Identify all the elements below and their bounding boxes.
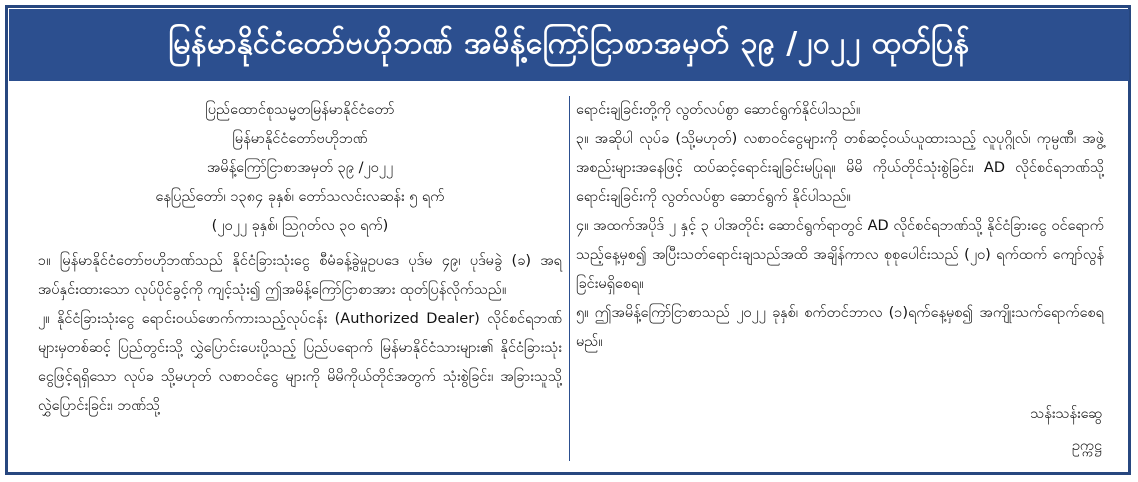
right-column xyxy=(576,96,1104,468)
notice-heading xyxy=(38,96,562,241)
heading-bank: မြန်မာနိုင်ငံတော်ဗဟိုဘဏ် xyxy=(232,131,368,147)
left-paragraphs xyxy=(38,247,562,421)
paragraph-1: ၁။ မြန်မာနိုင်ငံတော်ဗဟိုဘဏ်သည် နိုင်ငံခြားသုံးငွေ စီမံခန့်ခွဲမှုဥပဒေ ပုဒ်မ ၄၉၊ ပုဒ်မခွဲ (ခ) အရ အပ်နှင်းထားသော လုပ်ပိုင်ခွင့်ကို ကျင့်သုံး၍ ဤအမိန့်ကြော်ငြာစာအား ထုတ်ပြန်လိုက်သည်။ xyxy=(38,253,562,298)
signatory-name: သန်းသန်းဆွေ xyxy=(1030,406,1102,422)
paragraph-2: ၂။ နိုင်ငံခြားသုံးငွေ ရောင်းဝယ်ဖောက်ကားသည့်လုပ်ငန်း (Authorized Dealer) လိုင်စင်ရဘဏ်များမှတစ်ဆင့် ပြည်တွင်းသို့ လွှဲပြောင်းပေးပို့သည့် ပြည်ပရောက် မြန်မာနိုင်ငံသားများ၏ နိုင်ငံခြားသုံးငွေဖြင့်ရရှိသော လုပ်ခ သို့မဟုတ် လစာဝင်ငွေ များကို မိမိကိုယ်တိုင်အတွက် သုံးစွဲခြင်း၊ အခြားသူသို့ လွှဲပြောင်းခြင်း၊ ဘဏ်သို့ xyxy=(38,311,562,414)
heading-gregorian-date: (၂၀၂၂ ခုနှစ်၊ ဩဂုတ်လ ၃၀ ရက်) xyxy=(211,218,389,234)
signatory-title: ဥက္ကဋ္ဌ xyxy=(1071,438,1102,454)
left-column xyxy=(38,96,562,468)
heading-notification-no: အမိန့်ကြော်ငြာစာအမှတ် ၃၉ /၂၀၂၂ xyxy=(206,160,394,176)
right-paragraphs xyxy=(576,96,1104,357)
paragraph-2-continued: ရောင်းချခြင်းတို့ကို လွတ်လပ်စွာ ဆောင်ရွက်နိုင်ပါသည်။ xyxy=(576,102,861,118)
paragraph-4: ၄။ အထက်အပိုဒ် ၂ နှင့် ၃ ပါအတိုင်း ဆောင်ရွက်ရာတွင် AD လိုင်စင်ရဘဏ်သို့ နိုင်ငံခြားငွေ ဝင်ရောက်သည့်နေ့မှစ၍ အပြီးသတ်ရောင်းချသည်အထိ အချိန်ကာလ စုစုပေါင်းသည် (၂၀) ရက်ထက် ကျော်လွန်ခြင်းမရှိစေရ။ xyxy=(576,218,1104,292)
heading-myanmar-date: နေပြည်တော်၊ ၁၃၈၄ ခုနှစ်၊ တော်သလင်းလဆန်း ၅ ရက် xyxy=(155,189,445,205)
banner-title: မြန်မာနိုင်ငံတော်ဗဟိုဘဏ် အမိန့်ကြော်ငြာစာအမှတ် ၃၉ /၂၀၂၂ ထုတ်ပြန် xyxy=(168,25,970,61)
paragraph-5: ၅။ ဤအမိန့်ကြော်ငြာစာသည် ၂၀၂၂ ခုနှစ်၊ စက်တင်ဘာလ (၁)ရက်နေ့မှစ၍ အကျိုးသက်ရောက်စေရမည်။ xyxy=(576,305,1104,350)
column-divider xyxy=(569,96,570,461)
paragraph-3: ၃။ အဆိုပါ လုပ်ခ (သို့မဟုတ်) လစာဝင်ငွေများကို တစ်ဆင့်ဝယ်ယူထားသည့် လူပုဂ္ဂိုလ်၊ ကုမ္ပဏီ၊ အဖွဲ့အစည်းများအနေဖြင့် ထပ်ဆင့်ရောင်းချခြင်းမပြုရ။ မိမိ ကိုယ်တိုင်သုံးစွဲခြင်း၊ AD လိုင်စင်ရဘဏ်သို့ ရောင်းချခြင်းကို လွတ်လပ်စွာ ဆောင်ရွက် နိုင်ပါသည်။ xyxy=(576,131,1104,205)
heading-union: ပြည်ထောင်စုသမ္မတမြန်မာနိုင်ငံတော် xyxy=(205,102,395,118)
notice-banner xyxy=(9,9,1129,81)
